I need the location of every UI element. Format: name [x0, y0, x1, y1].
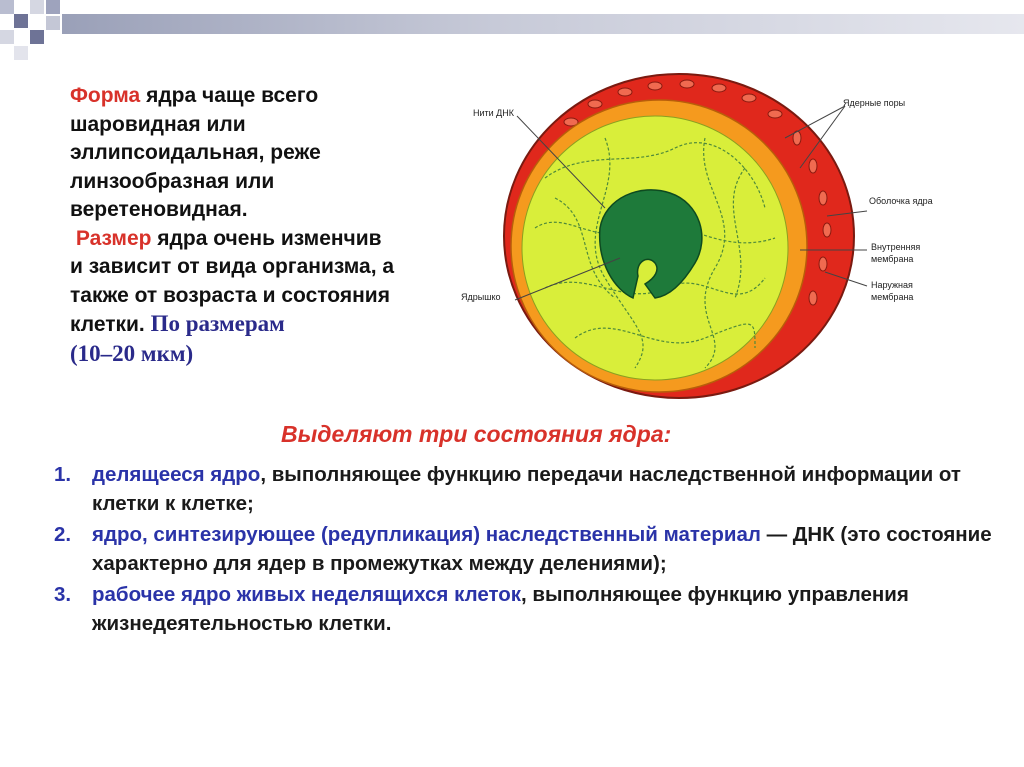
item-highlight: рабочее ядро живых неделящихся клеток — [92, 583, 522, 606]
forma-text: ядра чаще всего шаровидная или эллипсоидальная, реже линзообразная или веретеновидная. — [70, 84, 321, 221]
nucleus-diagram — [455, 58, 975, 408]
size-line-2: (10–20 мкм) — [70, 340, 194, 366]
item-highlight: делящееся ядро — [92, 463, 261, 486]
states-list — [54, 460, 994, 640]
item-number: 3. — [54, 583, 72, 606]
label-envelope: Оболочка ядра — [869, 196, 933, 206]
item-text: — ДНК (это состояние характерно для ядер в промежутках между делениями); — [92, 523, 992, 575]
states-title: Выделяют три состояния ядра: — [281, 421, 672, 447]
header-decoration — [0, 0, 1024, 60]
label-outer-2: мембрана — [871, 292, 914, 302]
item-number: 2. — [54, 523, 72, 546]
label-pores: Ядерные поры — [843, 98, 906, 108]
nucleus-svg — [455, 58, 975, 408]
list-item — [54, 580, 994, 638]
label-nucleolus: Ядрышко — [461, 292, 501, 302]
item-text: , выполняющее функцию управления жизнедеятельностью клетки. — [92, 583, 909, 635]
item-number: 1. — [54, 463, 72, 486]
label-dna: Нити ДНК — [473, 108, 515, 118]
list-item — [54, 520, 994, 578]
razmer-word: Размер — [75, 226, 152, 250]
label-inner-1: Внутренняя — [871, 242, 921, 252]
size-line-1: По размерам — [150, 311, 285, 336]
label-inner-2: мембрана — [871, 254, 914, 264]
item-highlight: ядро, синтезирующее (редупликация) наследственный материал — [92, 523, 761, 546]
intro-paragraph — [70, 82, 400, 369]
header-bar — [62, 14, 1024, 34]
label-outer-1: Наружная — [871, 280, 913, 290]
list-item — [54, 460, 994, 518]
razmer-text: ядра очень изменчив и зависит от вида организма, а также от возраста и состояния клетки. — [70, 226, 395, 336]
item-text: , выполняющее функцию передачи наследственной информации от клетки к клетке; — [92, 463, 961, 515]
forma-word: Форма — [70, 84, 141, 107]
